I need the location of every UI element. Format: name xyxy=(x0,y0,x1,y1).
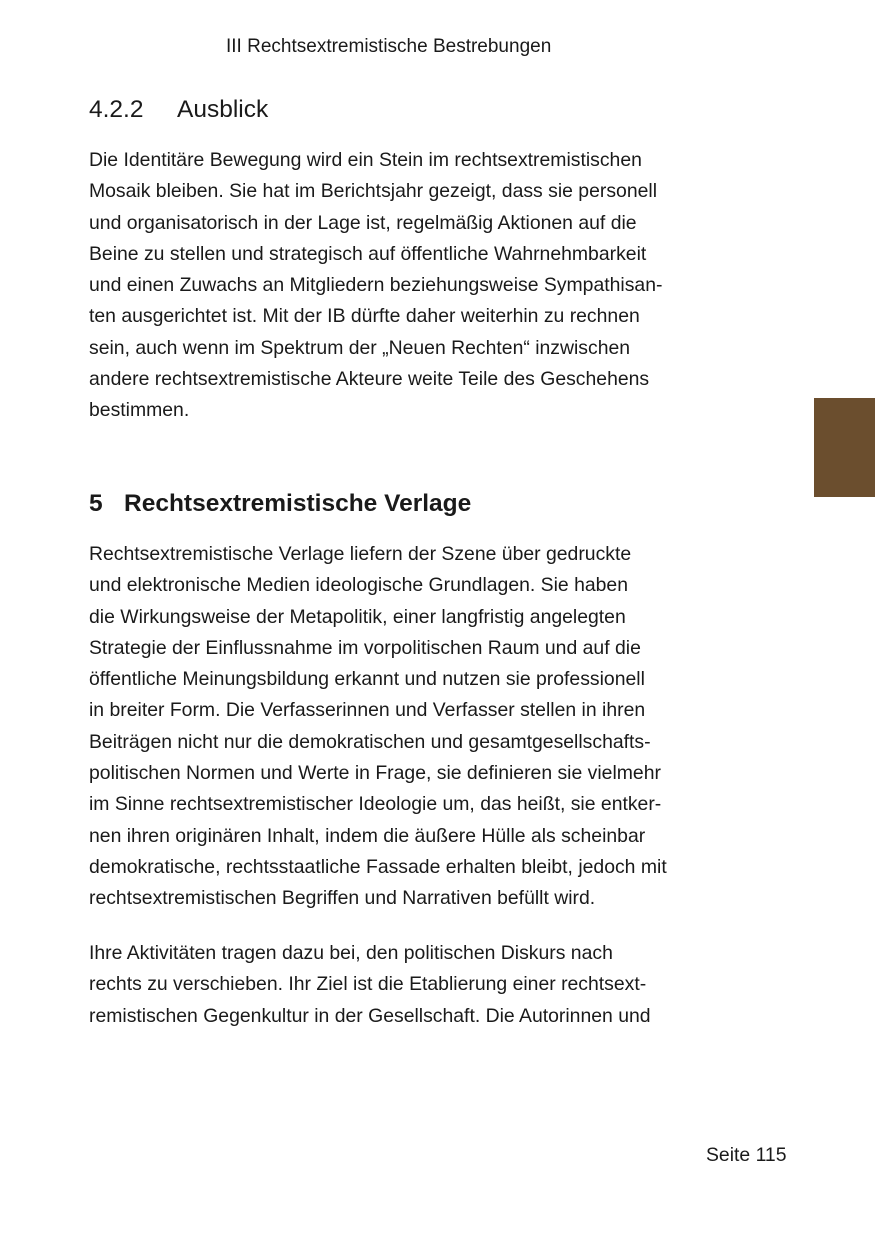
text-line: Beiträgen nicht nur die demokratischen und gesamtgesellschafts- xyxy=(89,730,651,753)
text-line: bestimmen. xyxy=(89,399,190,422)
text-line: öffentliche Meinungsbildung erkannt und nutzen sie professionell xyxy=(89,668,645,691)
paragraph-ausblick xyxy=(89,145,662,427)
text-line: und einen Zuwachs an Mitgliedern beziehungsweise Sympathisan- xyxy=(89,274,663,297)
chapter-heading-verlage xyxy=(89,487,471,521)
text-line: rechtsextremistischen Begriffen und Narrativen befüllt wird. xyxy=(89,887,596,910)
text-line: politischen Normen und Werte in Frage, sie definieren sie vielmehr xyxy=(89,762,661,785)
text-line: nen ihren originären Inhalt, indem die äußere Hülle als scheinbar xyxy=(89,824,646,847)
section-number: 4.2.2 xyxy=(89,96,144,123)
chapter-number: 5 xyxy=(89,490,103,517)
text-line: Mosaik bleiben. Sie hat im Berichtsjahr gezeigt, dass sie personell xyxy=(89,180,657,203)
page-number: Seite 115 xyxy=(706,1144,787,1166)
text-line: sein, auch wenn im Spektrum der „Neuen Rechten“ inzwischen xyxy=(89,336,631,359)
section-heading-ausblick xyxy=(89,94,268,126)
text-line: Rechtsextremistische Verlage liefern der Szene über gedruckte xyxy=(89,543,632,565)
text-line: Beine zu stellen und strategisch auf öffentliche Wahrnehmbarkeit xyxy=(89,242,647,265)
text-line: Die Identitäre Bewegung wird ein Stein im rechtsextremistischen xyxy=(89,149,642,171)
text-line: ten ausgerichtet ist. Mit der IB dürfte daher weiterhin zu rechnen xyxy=(89,305,640,328)
text-line: die Wirkungsweise der Metapolitik, einer langfristig angelegten xyxy=(89,605,626,628)
text-line: andere rechtsextremistische Akteure weite Teile des Geschehens xyxy=(89,368,650,391)
text-line: in breiter Form. Die Verfasserinnen und Verfasser stellen in ihren xyxy=(89,699,646,722)
section-title: Ausblick xyxy=(177,96,269,123)
chapter-tab-marker xyxy=(814,398,875,497)
chapter-title: Rechtsextremistische Verlage xyxy=(124,490,472,517)
paragraph-verlage-1 xyxy=(89,539,667,915)
text-line: remistischen Gegenkultur in der Gesellschaft. Die Autorinnen und xyxy=(89,1004,651,1027)
text-line: Strategie der Einflussnahme im vorpolitischen Raum und auf die xyxy=(89,636,641,659)
text-line: und organisatorisch in der Lage ist, regelmäßig Aktionen auf die xyxy=(89,211,637,234)
text-line: rechts zu verschieben. Ihr Ziel ist die Etablierung einer rechtsext- xyxy=(89,973,647,996)
text-line: im Sinne rechtsextremistischer Ideologie um, das heißt, sie entker- xyxy=(89,793,662,816)
text-line: Ihre Aktivitäten tragen dazu bei, den politischen Diskurs nach xyxy=(89,942,613,964)
paragraph-verlage-2 xyxy=(89,938,651,1032)
text-line: und elektronische Medien ideologische Grundlagen. Sie haben xyxy=(89,574,628,597)
text-line: demokratische, rechtsstaatliche Fassade erhalten bleibt, jedoch mit xyxy=(89,855,667,878)
running-header: III Rechtsextremistische Bestrebungen xyxy=(226,36,552,57)
